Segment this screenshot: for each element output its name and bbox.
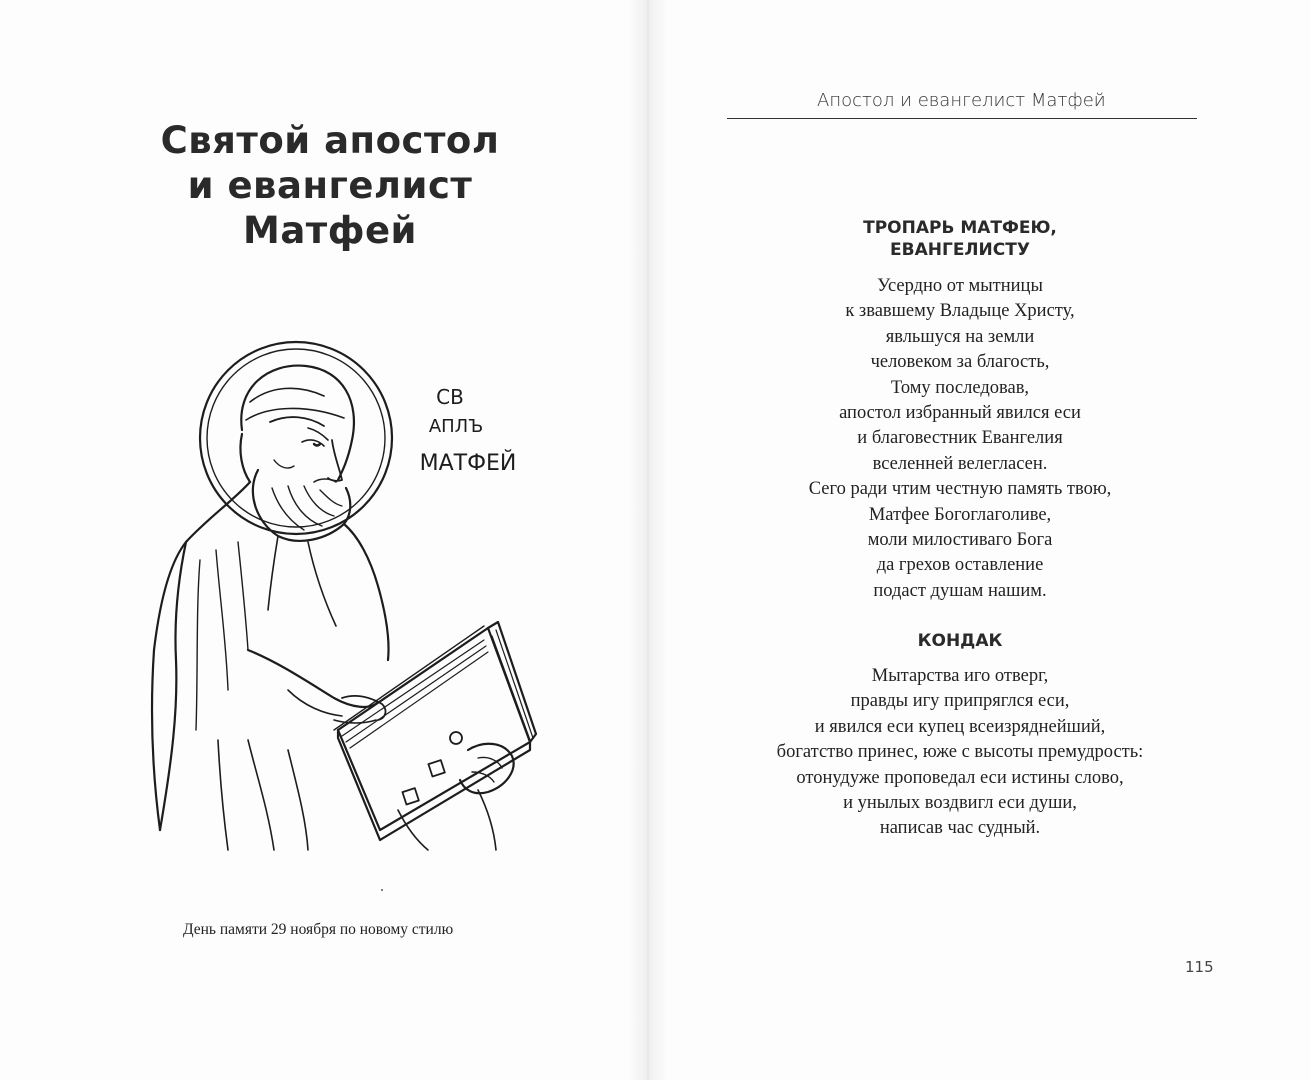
verse-line: Матфее Богоглаголиве, xyxy=(868,504,1052,525)
kontakion-text xyxy=(705,664,1215,842)
chapter-title-line-1: Святой апостол xyxy=(160,119,500,162)
troparion-heading xyxy=(755,217,1165,261)
chapter-title xyxy=(110,118,550,253)
verse-line: апостол избранный явился еси xyxy=(839,403,1081,424)
kontakion-heading-text: КОНДАК xyxy=(917,631,1003,651)
right-page xyxy=(655,0,1310,1080)
inscription-line-1: СВ xyxy=(436,385,464,409)
verse-line: правды игу припряглся еси, xyxy=(850,691,1070,712)
chapter-title-line-3: Матфей xyxy=(243,209,417,252)
verse-line: Сего ради чтим честную память твою, xyxy=(808,479,1112,500)
inscription-line-3: МАТФЕЙ xyxy=(419,451,517,476)
troparion-heading-line-2: ЕВАНГЕЛИСТУ xyxy=(890,240,1030,260)
running-head-rule xyxy=(727,118,1197,119)
verse-line: богатство принес, юже с высоты премудрость: xyxy=(776,742,1144,763)
verse-line: да грехов оставление xyxy=(876,555,1044,576)
running-head: Апостол и евангелист Матфей xyxy=(817,90,1106,111)
verse-line: написав час судный. xyxy=(879,818,1041,839)
halo-inner-icon xyxy=(207,349,385,527)
verse-line: моли милостиваго Бога xyxy=(867,530,1053,551)
saint-icon xyxy=(138,310,538,860)
page-number: 115 xyxy=(1185,958,1214,976)
verse-line: Усердно от мытницы xyxy=(877,276,1043,296)
verse-line: отонудуже проповедал еси истины слово, xyxy=(796,767,1124,788)
inscription-line-2: АПЛЪ xyxy=(428,416,484,437)
troparion-text xyxy=(705,274,1215,604)
print-speck xyxy=(381,889,383,891)
verse-line: подаст душам нашим. xyxy=(873,580,1047,601)
verse-line: явльшуся на земли xyxy=(885,326,1035,347)
verse-line: вселенней велегласен. xyxy=(872,453,1048,474)
chapter-title-line-2: и евангелист xyxy=(187,164,473,207)
verse-line: и явился еси купец всеизряднейший, xyxy=(814,716,1106,737)
verse-line: и благовестник Евангелия xyxy=(857,428,1063,449)
kontakion-heading xyxy=(755,630,1165,652)
verse-line: человеком за благость, xyxy=(870,352,1050,373)
verse-line: и унылых воздвигл еси души, xyxy=(843,793,1077,814)
apostle-matthew-icon-illustration xyxy=(138,310,538,860)
verse-line: к звавшему Владыце Христу, xyxy=(845,301,1075,322)
verse-line: Мытарства иго отверг, xyxy=(871,666,1049,686)
verse-line: Тому последовав, xyxy=(890,377,1030,398)
memory-day-note: День памяти 29 ноября по новому стилю xyxy=(183,921,454,938)
troparion-heading-line-1: ТРОПАРЬ МАТФЕЮ, xyxy=(863,218,1057,238)
